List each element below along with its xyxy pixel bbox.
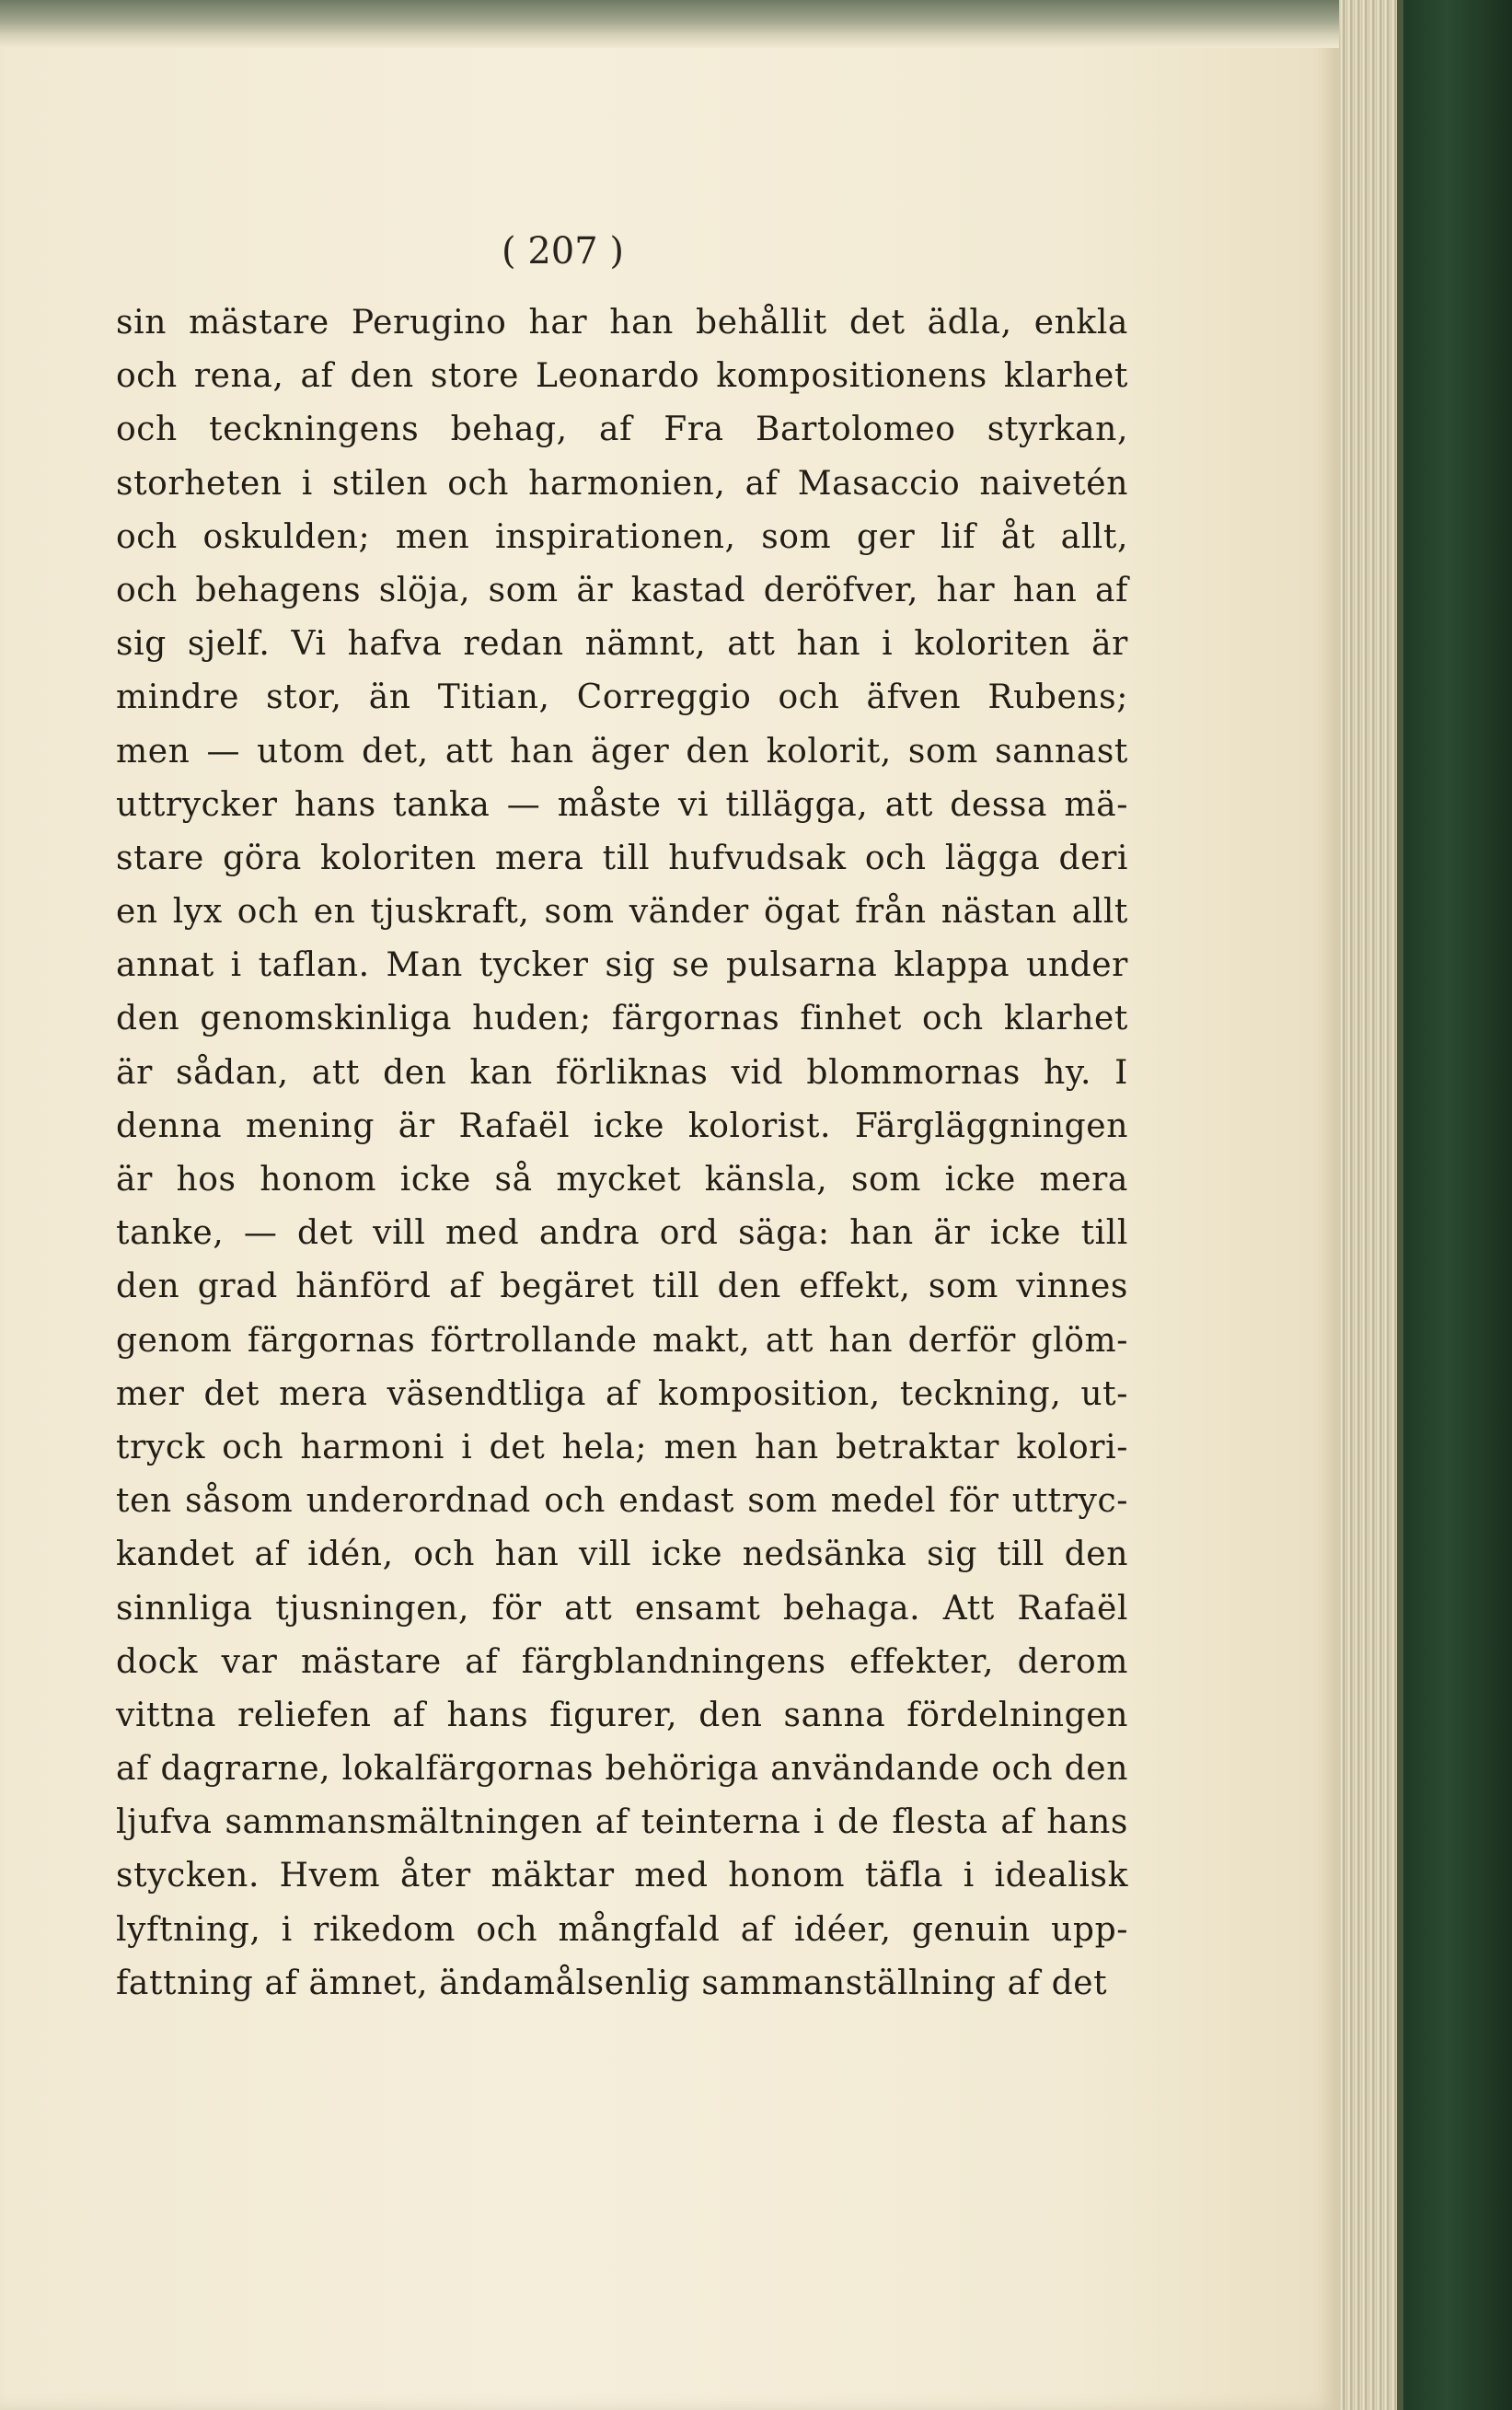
page-stack-edge bbox=[1339, 0, 1403, 2410]
text-line: denna mening är Rafaël icke kolorist. Färgläggningen bbox=[116, 1107, 1128, 1145]
text-line: och teckningens behag, af Fra Bartolomeo styrkan, bbox=[116, 411, 1128, 449]
text-line: sin mästare Perugino har han behållit det ädla, enkla bbox=[116, 304, 1128, 342]
text-line: är sådan, att den kan förliknas vid blommornas hy. I bbox=[116, 1053, 1128, 1092]
text-line: annat i taflan. Man tycker sig se pulsarna klappa under bbox=[116, 946, 1128, 985]
page-number: ( 207 ) bbox=[502, 230, 624, 272]
text-line: och rena, af den store Leonardo kompositionens klarhet bbox=[116, 357, 1128, 396]
text-line: tryck och harmoni i det hela; men han betraktar kolori- bbox=[116, 1428, 1128, 1466]
text-line: den genomskinliga huden; färgornas finhet och klarhet bbox=[116, 1000, 1128, 1038]
text-line: mer det mera väsendtliga af komposition, teckning, ut- bbox=[116, 1374, 1128, 1413]
text-line: mindre stor, än Titian, Correggio och äfven Rubens; bbox=[116, 678, 1128, 717]
text-line: en lyx och en tjuskraft, som vänder ögat från nästan allt bbox=[116, 893, 1128, 932]
text-line: vittna reliefen af hans figurer, den sanna fördelningen bbox=[116, 1696, 1128, 1734]
text-line: fattning af ämnet, ändamålsenlig sammanställning af det bbox=[116, 1964, 1108, 2002]
text-line: och behagens slöja, som är kastad deröfver, har han af bbox=[116, 571, 1128, 609]
text-line: den grad hänförd af begäret till den effekt, som vinnes bbox=[116, 1268, 1128, 1306]
text-line: tanke, — det vill med andra ord säga: han är icke till bbox=[116, 1214, 1128, 1253]
text-line: storheten i stilen och harmonien, af Masaccio naivetén bbox=[116, 464, 1128, 503]
text-line: af dagrarne, lokalfärgornas behöriga användande och den bbox=[116, 1750, 1128, 1789]
text-line: dock var mästare af färgblandningens effekter, derom bbox=[116, 1642, 1128, 1681]
page-top-edge bbox=[0, 0, 1339, 48]
text-line: sig sjelf. Vi hafva redan nämnt, att han i koloriten är bbox=[116, 625, 1128, 664]
text-line: sinnliga tjusningen, för att ensamt behaga. Att Rafaël bbox=[116, 1589, 1128, 1628]
book-cover bbox=[1403, 0, 1512, 2410]
body-text bbox=[116, 296, 1128, 2010]
text-line: och oskulden; men inspirationen, som ger lif åt allt, bbox=[116, 517, 1128, 556]
text-line: ljufva sammansmältningen af teinterna i de flesta af hans bbox=[116, 1803, 1128, 1842]
text-line: är hos honom icke så mycket känsla, som icke mera bbox=[116, 1161, 1128, 1199]
text-line: uttrycker hans tanka — måste vi tillägga, att dessa mä- bbox=[116, 785, 1128, 824]
text-line: stare göra koloriten mera till hufvudsak och lägga deri bbox=[116, 839, 1128, 877]
text-line: kandet af idén, och han vill icke nedsänka sig till den bbox=[116, 1535, 1128, 1574]
text-line: genom färgornas förtrollande makt, att han derför glöm- bbox=[116, 1321, 1128, 1360]
text-line: men — utom det, att han äger den kolorit, som sannast bbox=[116, 732, 1128, 771]
text-line: stycken. Hvem åter mäktar med honom täfla i idealisk bbox=[116, 1857, 1128, 1895]
text-line: lyftning, i rikedom och mångfald af idéer, genuin upp- bbox=[116, 1910, 1128, 1949]
text-line: ten såsom underordnad och endast som medel för uttryc- bbox=[116, 1482, 1128, 1521]
